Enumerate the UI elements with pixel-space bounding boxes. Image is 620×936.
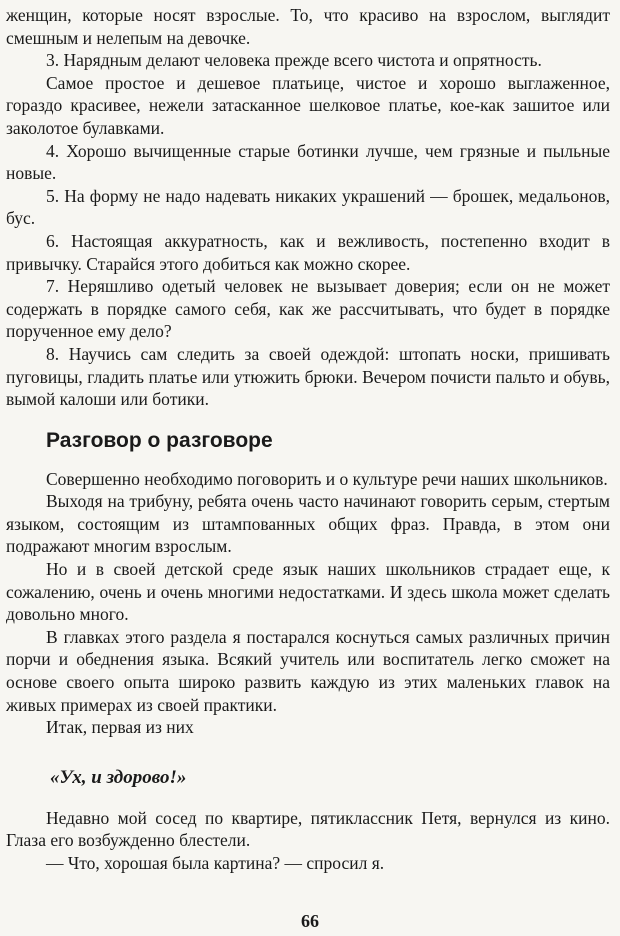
paragraph: Но и в своей детской среде язык наших школьников страдает еще, к сожалению, очень и очень многими недостатками. И здесь школа может сделать довольно много.: [6, 559, 610, 625]
paragraph: 8. Научись сам следить за своей одеждой: штопать носки, пришивать пуговицы, гладить платье или утюжить брюки. Вечером почисти пальто и обувь, вымой калоши или ботики.: [6, 343, 610, 410]
text-block-2: [6, 468, 610, 739]
paragraph: Самое простое и дешевое платьице, чистое и хорошо выглаженное, гораздо красивее, нежели затасканное шелковое платье, кое-как зашитое или заколотое булавками.: [6, 72, 610, 138]
page-number: 66: [301, 911, 319, 931]
paragraph: Выходя на трибуну, ребята очень часто начинают говорить серым, стертым языком, состоящим из штампованных общих фраз. Правда, в этом они подражают многим взрослым.: [6, 491, 610, 557]
text-block-3: [6, 807, 610, 875]
paragraph: Недавно мой сосед по квартире, пятиклассник Петя, вернулся из кино. Глаза его возбужденно блестели.: [6, 807, 610, 851]
paragraph: В главках этого раздела я постарался коснуться самых различных причин порчи и обеднения языка. Всякий учитель или воспитатель легко сможет на основе своего опыта широко развить каждую из этих маленьких главок на живых примерах из своей практики.: [6, 626, 610, 715]
paragraph: — Что, хорошая была картина? — спросил я.: [46, 853, 385, 873]
paragraph: Итак, первая из них: [46, 717, 194, 738]
paragraph: 3. Нарядным делают человека прежде всего чистота и опрятность.: [46, 50, 542, 71]
paragraph: женщин, которые носят взрослые. То, что красиво на взрослом, выглядит смешным и нелепым на девочке.: [6, 5, 610, 48]
paragraph: Совершенно необходимо поговорить и о культуре речи наших школьников.: [46, 468, 608, 489]
paragraph: 5. На форму не надо надевать никаких украшений — брошек, медальонов, бус.: [6, 185, 610, 229]
section-heading: Разговор о разговоре: [46, 428, 273, 452]
text-block-1: [6, 4, 610, 411]
paragraph: 7. Неряшливо одетый человек не вызывает доверия; если он не может содержать в порядке самого себя, как же рассчитывать, что будет в порядке порученное ему дело?: [6, 276, 610, 342]
subsection-heading: «Ух, и здорово!»: [50, 766, 187, 788]
paragraph: 6. Настоящая аккуратность, как и вежливость, постепенно входит в привычку. Старайся этого добиться как можно скорее.: [6, 230, 610, 274]
paragraph: 4. Хорошо вычищенные старые ботинки лучше, чем грязные и пыльные новые.: [6, 140, 610, 184]
